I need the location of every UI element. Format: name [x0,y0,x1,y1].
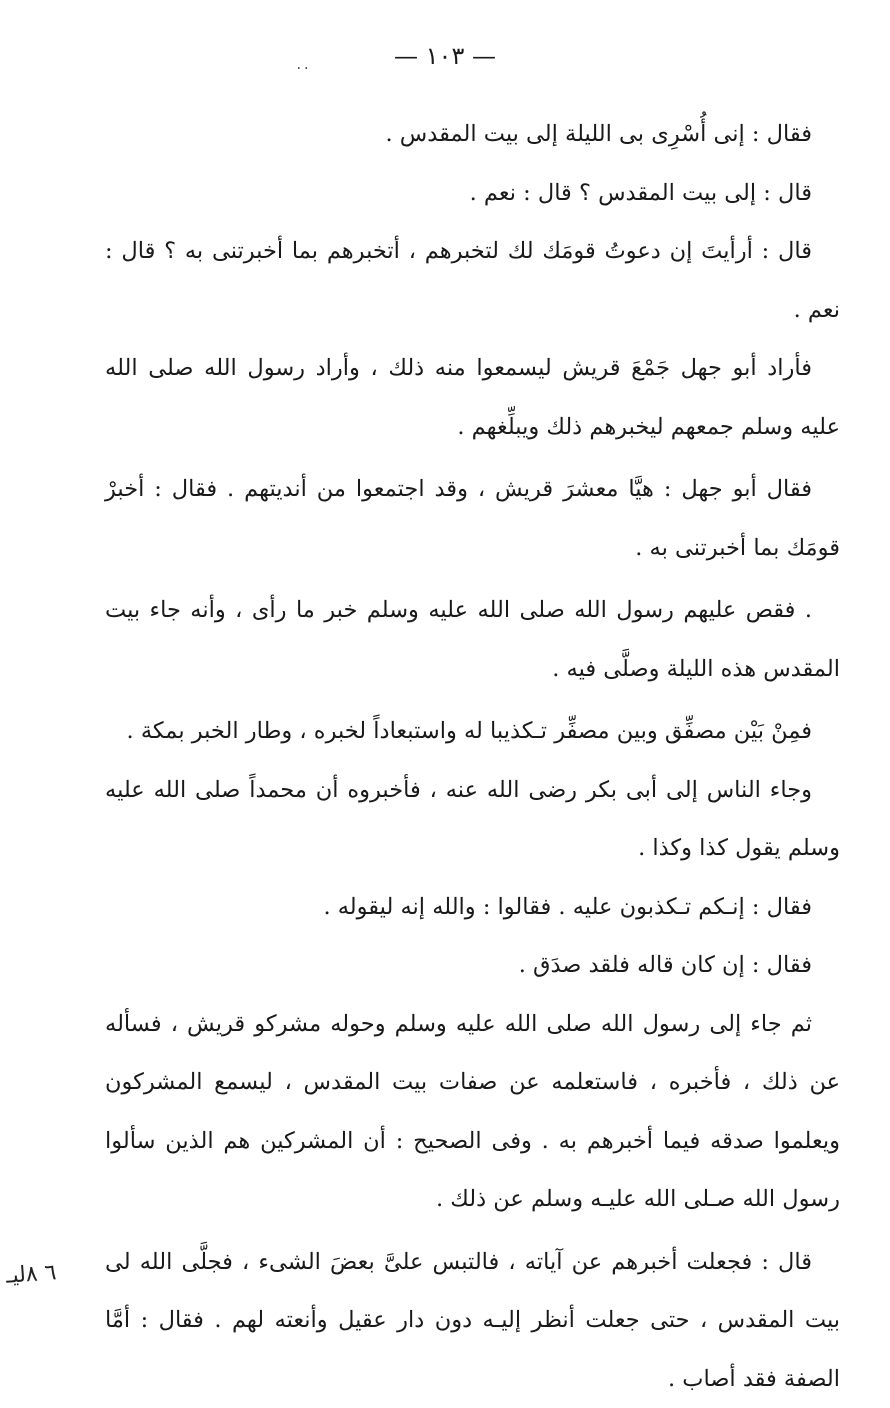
paragraph: قال : فجعلت أخبرهم عن آياته ، فالتبس علىَّ بعضَ الشىء ، فجلَّى الله لى بيت المقدس ، حتى جعلت أنظر إليـه دون دار عقيل وأنعته لهم . فقال : أمَّا الصفة فقد أصاب . [105,1233,840,1408]
ink-dots: ٠٠ [295,60,310,76]
paragraph: فأراد أبو جهل جَمْعَ قريش ليسمعوا منه ذلك ، وأراد رسول الله صلى الله عليه وسلم جمعهم ليخبرهم ذلك ويبلِّغهم . [105,339,840,456]
paragraph: . فقص عليهم رسول الله صلى الله عليه وسلم خبر ما رأى ، وأنه جاء بيت المقدس هذه الليلة وصلَّى فيه . [105,581,840,698]
paragraph: وجاء الناس إلى أبى بكر رضى الله عنه ، فأخبروه أن محمداً صلى الله عليه وسلم يقول كذا وكذا . [105,761,840,878]
paragraph: ثم جاء إلى رسول الله صلى الله عليه وسلم وحوله مشركو قريش ، فسأله عن ذلك ، فأخبره ، فاستعلمه عن صفات بيت المقدس ، ليسمع المشركون ويعلموا صدقه فيما أخبرهم به . وفى الصحيح : أن المشركين هم الذين سألوا رسول الله صـلى الله عليـه وسلم عن ذلك . [105,995,840,1229]
paragraph: فقال : إنـكم تـكذبون عليه . فقالوا : والله إنه ليقوله . [105,878,840,937]
paragraph: فقال : إن كان قاله فلقد صدَق . [105,936,840,995]
page-number: — ١٠٣ — [0,42,890,70]
paragraph: قال : أرأيتَ إن دعوتُ قومَك لك لتخبرهم ، أتخبرهم بما أخبرتنى به ؟ قال : نعم . [105,222,840,339]
body-text [105,105,840,1408]
paragraph: فمِنْ بَيْن مصفِّق وبين مصفِّر تـكذيبا له واستبعاداً لخبره ، وطار الخبر بمكة . [105,702,840,761]
paragraph: فقال : إنى أُسْرِى بى الليلة إلى بيت المقدس . [105,105,840,164]
handwritten-margin-note: ٦ ٨ليـ [5,1260,57,1288]
paragraph: قال : إلى بيت المقدس ؟ قال : نعم . [105,164,840,223]
paragraph: فقال أبو جهل : هيَّا معشرَ قريش ، وقد اجتمعوا من أنديتهم . فقال : أخبرْ قومَك بما أخبرتنى به . [105,460,840,577]
